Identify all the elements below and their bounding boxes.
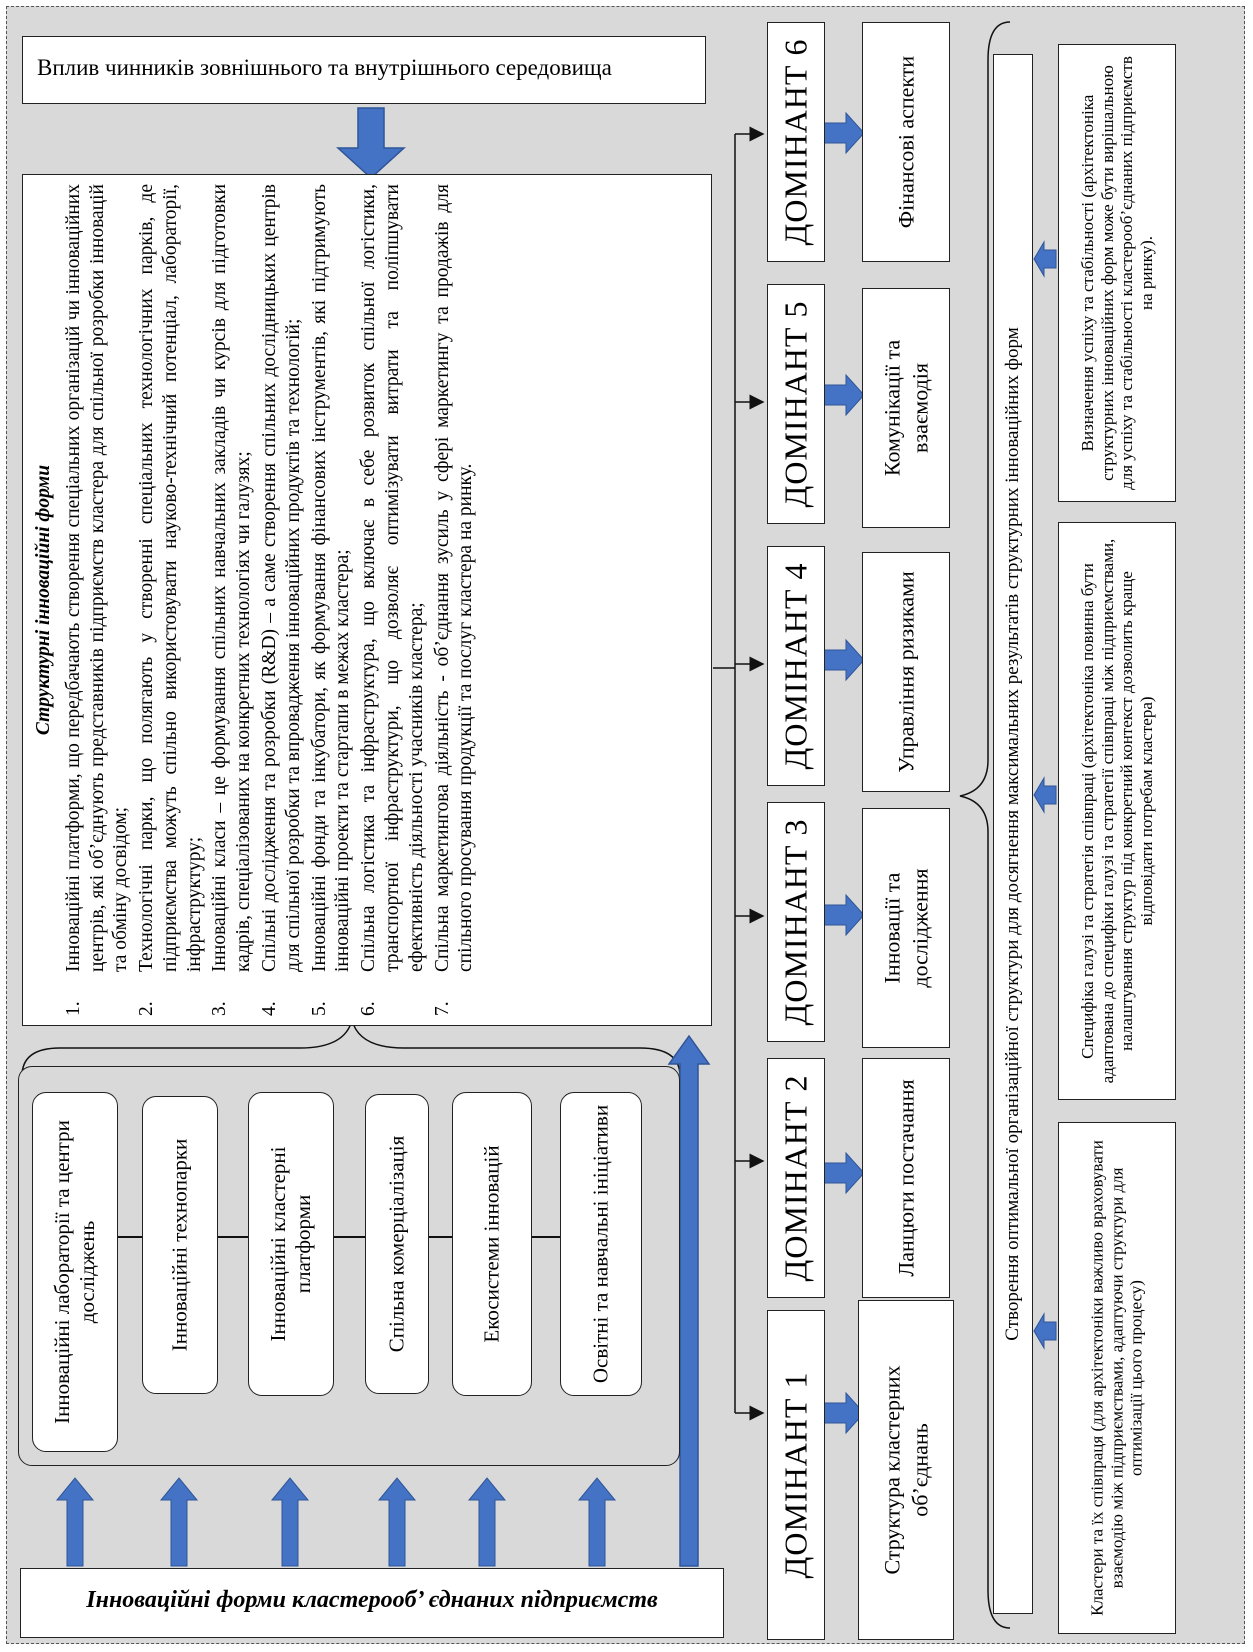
structural-item-4: [258, 184, 306, 1016]
up-arrow-icon-4: [379, 1478, 415, 1566]
clustered-forms-text: Інноваційні форми кластерооб’ єднаних підприємств: [86, 1587, 658, 1613]
left-arrow-icon-1: [1034, 1314, 1056, 1348]
item-text: Технологічні парки, що полягають у створенні спеціальних технологічних парків, де підприємства можуть спільно використовувати науково-технічний потенціал, лабораторії, інфраструктуру;: [136, 184, 205, 972]
dominant-2-label: ДОМІНАНТ 2: [777, 1074, 814, 1282]
structural-item-1: [62, 184, 133, 1016]
dominant-6: [767, 22, 825, 262]
form-box-6: [560, 1092, 642, 1396]
note-1-text: Кластери та їх співпраця (для архітектоніки важливо враховувати взаємодію між підприємствами, адаптуючи структури для оптимізації цього процесу): [1087, 1140, 1146, 1616]
item-text: Спільна логістика та інфраструктура, що включає в себе розвиток спільної логістики, транспортної інфраструктури, що дозволяє оптимізувати витрати та поліпшувати ефективність діяльності учасників кластера;: [358, 184, 427, 972]
dominant-3-label: ДОМІНАНТ 3: [777, 818, 814, 1026]
item-text: Спільні дослідження та розробки (R&D) – а саме створення спільних дослідницьких центрів для спільної розробки та впровадження інноваційних продуктів та технологій;: [259, 184, 304, 972]
left-arrow-icon-3: [1034, 242, 1056, 276]
form-label-4: Спільна комерціалізація: [384, 1135, 409, 1353]
form-label-1: Інноваційні лабораторії та центри досліджень: [49, 1120, 99, 1424]
aspect-box-5: [862, 288, 950, 528]
form-box-2: [142, 1096, 218, 1394]
up-arrow-icon-3: [272, 1478, 308, 1566]
aspect-box-3: [862, 808, 950, 1048]
dominant-1-label: ДОМІНАНТ 1: [777, 1371, 814, 1579]
up-arrow-icon-2: [161, 1478, 197, 1566]
note-2-text: Специфіка галузі та стратегія співпраці (архітектоніка повинна бути адаптована до специфіки галузі та стратегії співпраці між підприємствами, налаштування структур під конкретний контекст дозволить краще відповідати потребам кластера): [1077, 538, 1156, 1084]
item-num: 5.: [308, 1001, 330, 1016]
item-text: Інноваційні платформи, що передбачають створення спеціальних організацій чи інноваційних центрів, які об’єднують представників підприємств кластера для спільної розробки інновацій та обміну досвідом;: [62, 184, 132, 972]
form-label-2: Інноваційні технопарки: [167, 1138, 192, 1352]
form-label-5: Екосистеми інновацій: [479, 1145, 504, 1343]
item-num: 7.: [431, 1001, 453, 1016]
item-text: Інноваційні фонди та інкубатори, як формування фінансових інструментів, які підтримують інноваційні проекти та стартапи в межах кластера;: [308, 184, 354, 972]
structural-text-rot: [32, 184, 702, 1016]
item-num: 1.: [62, 1001, 84, 1016]
item-num: 4.: [259, 1001, 281, 1016]
dominant-5-label: ДОМІНАНТ 5: [777, 300, 814, 508]
aspect-box-1: [858, 1300, 954, 1640]
up-arrow-icon-5: [469, 1478, 505, 1566]
dominant-5: [767, 284, 825, 524]
aspect-box-6: [862, 22, 950, 262]
structural-item-6: [357, 184, 428, 1016]
aspect-box-2: [862, 1058, 950, 1298]
form-box-1: [32, 1092, 118, 1452]
aspect-3-label: Інновації та дослідження: [879, 868, 932, 988]
structural-item-3: [208, 184, 256, 1016]
aspect-box-4: [862, 552, 950, 792]
form-label-6: Освітні та навчальні ініціативи: [588, 1104, 613, 1384]
right-arrow-icon-2: [822, 1153, 864, 1193]
form-box-3: [248, 1092, 334, 1396]
item-num: 2.: [136, 1001, 158, 1016]
left-arrow-icon-2: [1034, 778, 1056, 812]
note-box-3: [1058, 44, 1176, 502]
item-num: 3.: [209, 1001, 231, 1016]
structural-item-5: [308, 184, 356, 1016]
aspect-1-label: Структура кластерних об’єднань: [879, 1365, 932, 1575]
note-3-text: Визначення успіху та стабільності (архітектоніка структурних інноваційних форм може бути вирішальною для успіху та стабільності кластерооб’єднаних підприємств на ринку).: [1077, 56, 1156, 490]
dominant-6-label: ДОМІНАНТ 6: [777, 38, 814, 246]
aspect-2-label: Ланцюги постачання: [893, 1079, 919, 1277]
form-label-3: Інноваційні кластерні платформи: [265, 1146, 315, 1342]
structural-title: Структурні інноваційні форми: [33, 464, 54, 736]
form-box-4: [365, 1094, 429, 1394]
item-text: Спільна маркетингова діяльність - об’єднання зусиль у сфері маркетингу та продажів для спільного просування продукції та послуг кластера на ринку.: [431, 184, 477, 972]
item-num: 6.: [358, 1001, 380, 1016]
structural-item-2: [135, 184, 206, 1016]
right-arrow-icon-6: [822, 113, 864, 153]
note-box-2: [1058, 522, 1176, 1100]
dominant-2: [767, 1058, 825, 1298]
right-arrow-icon-3: [822, 895, 864, 935]
structural-forms-box: [22, 174, 712, 1026]
item-text: Інноваційні класи – це формування спільних навчальних закладів чи курсів для підготовки кадрів, спеціалізованих на конкретних технологіях чи галузях;: [209, 184, 255, 972]
form-box-5: [452, 1092, 532, 1396]
aspect-4-label: Управління ризиками: [893, 571, 919, 773]
aspect-6-label: Фінансові аспекти: [893, 55, 919, 229]
up-arrow-icon-1: [57, 1478, 93, 1566]
dominant-3: [767, 802, 825, 1042]
dominant-4: [767, 546, 825, 786]
right-arrow-icon-5: [822, 375, 864, 415]
right-arrow-icon-4: [822, 640, 864, 680]
environment-box: [22, 36, 706, 104]
down-arrow-icon: [338, 108, 404, 178]
note-box-1: [1058, 1122, 1176, 1634]
aspect-5-label: Комунікації та взаємодія: [879, 339, 932, 477]
goal-text: Створення оптимальної організаційної структури для досягнення максимальних результатів структурних інноваційних форм: [1002, 327, 1023, 1341]
clustered-forms-box: [20, 1568, 724, 1638]
structural-item-7: [431, 184, 479, 1016]
up-arrow-icon-6: [579, 1478, 615, 1566]
goal-box: [993, 54, 1033, 1614]
environment-text: Вплив чинників зовнішнього та внутрішнього середовища: [37, 55, 612, 80]
dominant-4-label: ДОМІНАНТ 4: [777, 562, 814, 770]
dominant-1: [767, 1310, 825, 1640]
